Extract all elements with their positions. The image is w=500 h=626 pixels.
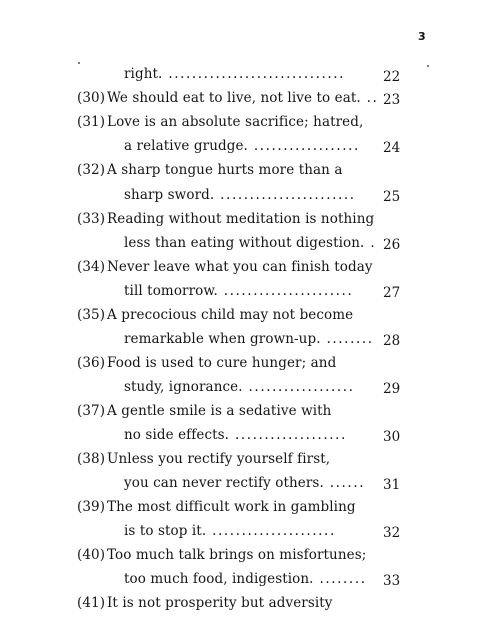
toc-entry (124, 426, 347, 444)
toc-entry (77, 161, 343, 179)
entry-number: (31) (77, 114, 106, 130)
leader-dots: ....................... (214, 187, 356, 203)
entry-number: (36) (77, 355, 106, 371)
entry-page-number: 26 (383, 237, 401, 253)
toc-entry (124, 137, 360, 155)
entry-text: too much food, indigestion. (124, 571, 314, 587)
entry-text: Never leave what you can finish today (107, 259, 373, 275)
toc-entry (77, 306, 353, 324)
leader-dots: ................... (229, 427, 347, 443)
entry-text: a relative grudge. (124, 138, 248, 154)
entry-text: till tomorrow. (124, 283, 218, 299)
entry-number: (33) (77, 211, 106, 227)
print-speck (427, 65, 429, 67)
entry-page-number: 29 (383, 381, 401, 397)
toc-entry (77, 498, 356, 516)
entry-text: no side effects. (124, 427, 230, 443)
leader-dots: .. (360, 90, 379, 106)
toc-entry (124, 474, 365, 492)
page-number: 3 (418, 30, 426, 43)
entry-text: The most difficult work in gambling (107, 499, 356, 515)
entry-text: We should eat to live, not live to eat. (107, 90, 361, 106)
entry-text: right. (124, 66, 163, 82)
entry-page-number: 30 (383, 429, 401, 445)
entry-page-number: 33 (383, 573, 401, 589)
entry-text: less than eating without digestion. (124, 235, 365, 251)
toc-entry (77, 450, 330, 468)
entry-number: (38) (77, 451, 106, 467)
leader-dots: ........ (313, 571, 367, 587)
entry-page-number: 25 (383, 189, 401, 205)
entry-text: It is not prosperity but adversity (107, 595, 333, 611)
toc-entry (77, 546, 366, 564)
entry-number: (37) (77, 403, 106, 419)
toc-entry (124, 282, 353, 300)
entry-page-number: 24 (383, 140, 401, 156)
entry-text: remarkable when grown-up. (124, 331, 321, 347)
toc-entry (77, 113, 363, 131)
leader-dots: .................. (247, 138, 360, 154)
toc-entry (77, 258, 373, 276)
toc-entry (124, 570, 367, 588)
entry-page-number: 28 (383, 333, 401, 349)
entry-text: A precocious child may not become (107, 307, 354, 323)
entry-text: Unless you rectify yourself first, (107, 451, 331, 467)
leader-dots: ..................... (206, 523, 336, 539)
entry-page-number: 32 (383, 525, 401, 541)
leader-dots: . (364, 235, 377, 251)
leader-dots: .................. (242, 379, 355, 395)
entry-page-number: 23 (383, 92, 401, 108)
entry-text: Love is an absolute sacrifice; hatred, (107, 114, 364, 130)
entry-text: Food is used to cure hunger; and (107, 355, 337, 371)
entry-text: is to stop it. (124, 523, 207, 539)
entry-number: (40) (77, 547, 106, 563)
toc-entry (77, 594, 333, 612)
entry-number: (39) (77, 499, 106, 515)
entry-number: (30) (77, 90, 106, 106)
entry-text: A sharp tongue hurts more than a (107, 162, 343, 178)
entry-number: (32) (77, 162, 106, 178)
entry-page-number: 31 (383, 477, 401, 493)
print-speck (78, 62, 80, 64)
toc-entry (124, 330, 374, 348)
entry-text: study, ignorance. (124, 379, 243, 395)
leader-dots: ...................... (217, 283, 354, 299)
toc-entry (124, 65, 345, 83)
toc-entry (77, 354, 336, 372)
leader-dots: ........ (320, 331, 374, 347)
entry-page-number: 27 (383, 285, 401, 301)
entry-page-number: 22 (383, 69, 401, 85)
entry-text: Reading without meditation is nothing (107, 211, 375, 227)
entry-text: sharp sword. (124, 187, 215, 203)
entry-text: you can never rectify others. (124, 475, 324, 491)
entry-number: (34) (77, 259, 106, 275)
toc-entry (77, 210, 374, 228)
toc-entry (124, 522, 336, 540)
toc-entry (77, 402, 331, 420)
leader-dots: ...... (323, 475, 366, 491)
entry-text: A gentle smile is a sedative with (107, 403, 332, 419)
entry-number: (35) (77, 307, 106, 323)
toc-entry (124, 186, 356, 204)
entry-number: (41) (77, 595, 106, 611)
entry-text: Too much talk brings on misfortunes; (107, 547, 367, 563)
leader-dots: .............................. (162, 66, 346, 82)
toc-entry (77, 89, 378, 107)
toc-entry (124, 378, 355, 396)
toc-entry (124, 234, 376, 252)
